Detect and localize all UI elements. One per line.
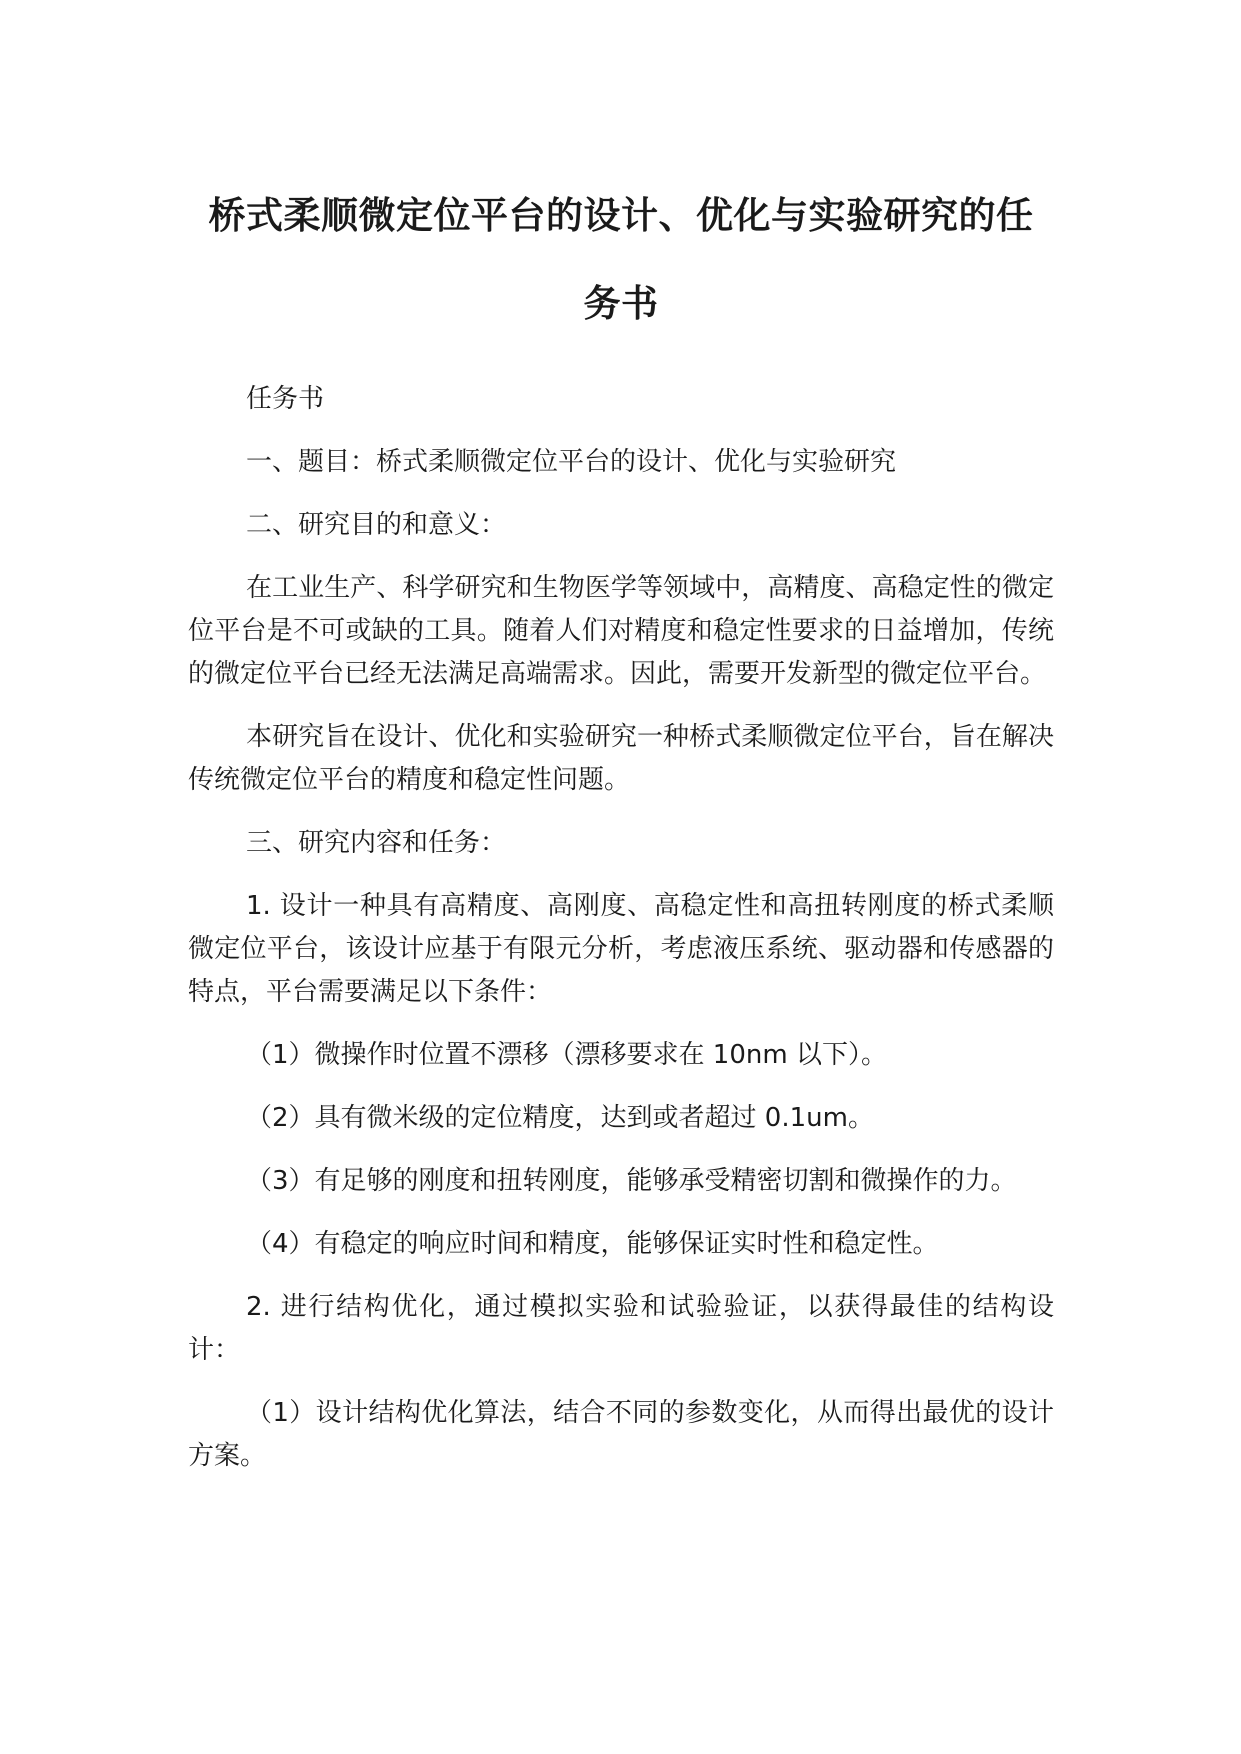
- document-title: [188, 172, 1054, 348]
- paragraph-purpose-2: 本研究旨在设计、优化和实验研究一种桥式柔顺微定位平台，旨在解决传统微定位平台的精度和稳定性问题。: [188, 722, 1054, 795]
- title-line-1: 桥式柔顺微定位平台的设计、优化与实验研究的任: [208, 194, 1034, 237]
- paragraph-section-purpose: 二、研究目的和意义：: [246, 510, 507, 540]
- paragraph-purpose-1: 在工业生产、科学研究和生物医学等领域中，高精度、高稳定性的微定位平台是不可或缺的工具。随着人们对精度和稳定性要求的日益增加，传统的微定位平台已经无法满足高端需求。因此，需要开发新型的微定位平台。: [188, 573, 1054, 689]
- paragraph-condition-4: （4）有稳定的响应时间和精度，能够保证实时性和稳定性。: [246, 1229, 939, 1259]
- paragraph-task-2: 2. 进行结构优化，通过模拟实验和试验验证，以获得最佳的结构设计：: [188, 1292, 1054, 1365]
- paragraph-condition-2: （2）具有微米级的定位精度，达到或者超过 0.1um。: [246, 1103, 874, 1133]
- paragraph-task-2-item-1: （1）设计结构优化算法，结合不同的参数变化，从而得出最优的设计方案。: [188, 1398, 1054, 1471]
- paragraph-condition-1: （1）微操作时位置不漂移（漂移要求在 10nm 以下）。: [246, 1040, 887, 1070]
- paragraph-task-1: 1. 设计一种具有高精度、高刚度、高稳定性和高扭转刚度的桥式柔顺微定位平台，该设计应基于有限元分析，考虑液压系统、驱动器和传感器的特点，平台需要满足以下条件：: [188, 891, 1054, 1007]
- document-body: [188, 378, 1054, 1498]
- paragraph-heading: 任务书: [246, 384, 325, 414]
- paragraph-section-content: 三、研究内容和任务：: [246, 828, 507, 858]
- paragraph-condition-3: （3）有足够的刚度和扭转刚度，能够承受精密切割和微操作的力。: [246, 1166, 1017, 1196]
- paragraph-topic: 一、题目：桥式柔顺微定位平台的设计、优化与实验研究: [246, 447, 897, 477]
- title-line-2: 务书: [583, 282, 659, 325]
